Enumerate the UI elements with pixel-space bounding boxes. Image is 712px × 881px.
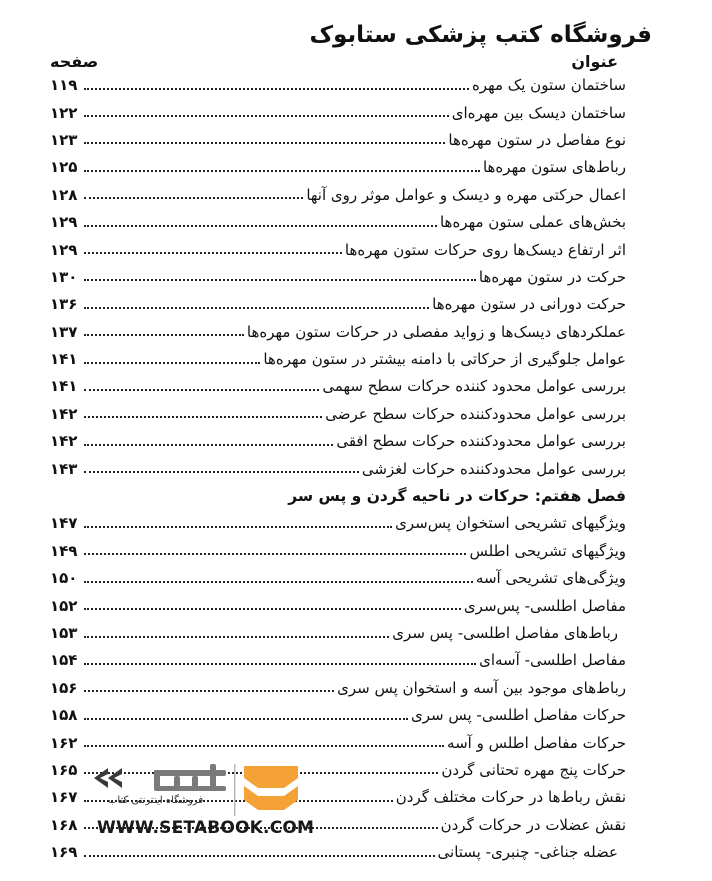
toc-row xyxy=(50,401,626,428)
toc-entry-page: ۱۳۷ xyxy=(50,322,78,341)
toc-row xyxy=(50,620,626,647)
toc-entry-page: ۱۴۲ xyxy=(50,404,78,423)
column-header-page: صفحه xyxy=(50,52,99,71)
toc-entry-page: ۱۶۷ xyxy=(50,788,78,807)
toc-row xyxy=(50,428,626,455)
dot-leader xyxy=(84,855,435,857)
toc-entry-page: ۱۵۲ xyxy=(50,596,78,615)
toc-row xyxy=(50,510,626,537)
toc-entry-title: حرکت دورانی در ستون مهره‌ها xyxy=(432,295,626,314)
toc-row xyxy=(50,346,626,373)
dot-leader xyxy=(84,416,322,418)
toc-row xyxy=(50,757,626,784)
toc-entry-title: بررسی عوامل محدودکننده حرکات لغزشی xyxy=(361,459,626,478)
page-title: فروشگاه کتب پزشکی ستابوک xyxy=(309,22,652,48)
toc-entry-page: ۱۵۴ xyxy=(50,651,78,670)
toc-entry-title: بررسی عوامل محدودکننده حرکات سطح عرضی xyxy=(325,404,626,423)
toc-entry-title: مفاصل اطلسی- پس‌سری xyxy=(463,596,626,615)
dot-leader xyxy=(84,608,461,610)
toc-entry-title: ساختمان دیسک بین مهره‌ای xyxy=(451,103,626,122)
dot-leader xyxy=(84,225,437,227)
toc-row xyxy=(50,729,626,756)
toc-row xyxy=(50,154,626,181)
dot-leader xyxy=(84,115,449,117)
toc-entry-title: اعمال حرکتی مهره و دیسک و عوامل موثر روی آنها xyxy=(306,185,626,204)
dot-leader xyxy=(84,636,389,638)
toc-entry-title: ویژگیهای تشریحی اطلس xyxy=(469,541,626,560)
toc-entry-title: فصل هفتم: حرکات در ناحیه گردن و پس سر xyxy=(288,486,626,505)
toc-row xyxy=(50,182,626,209)
toc-entry-title: رباط‌های مفاصل اطلسی- پس سری xyxy=(392,624,618,642)
toc-row xyxy=(50,127,626,154)
toc-entry-page: ۱۶۸ xyxy=(50,815,78,834)
toc-entry-page: ۱۳۰ xyxy=(50,267,78,286)
toc-entry-page: ۱۲۳ xyxy=(50,130,78,149)
dot-leader xyxy=(84,88,469,90)
toc-entry-page: ۱۴۳ xyxy=(50,459,78,478)
toc-entry-page: ۱۶۵ xyxy=(50,760,78,779)
toc-entry-page: ۱۲۹ xyxy=(50,240,78,259)
toc-row xyxy=(50,702,626,729)
dot-leader xyxy=(84,581,473,583)
toc-row xyxy=(50,264,626,291)
toc-entry-title: حرکت در ستون مهره‌ها xyxy=(478,267,626,286)
toc-row xyxy=(50,675,626,702)
toc-row xyxy=(50,236,626,263)
toc-row xyxy=(50,455,626,482)
toc-entry-title: ویژگی‌های تشریحی آسه xyxy=(475,569,626,588)
column-header-title: عنوان xyxy=(571,52,618,71)
toc-row xyxy=(50,99,626,126)
dot-leader xyxy=(84,745,444,747)
toc-entry-title: رباط‌های ستون مهره‌ها xyxy=(482,158,626,177)
dot-leader xyxy=(84,389,319,391)
toc-entry-page: ۱۴۷ xyxy=(50,514,78,533)
toc-entry-page: ۱۲۸ xyxy=(50,185,78,204)
watermark-url: WWW.SETABOOK.COM xyxy=(97,818,315,838)
toc-entry-page: ۱۶۲ xyxy=(50,733,78,752)
toc-entry-title: اثر ارتفاع دیسک‌ها روی حرکات ستون مهره‌ها xyxy=(344,240,626,259)
toc-entry-title: ویژگیهای تشریحی استخوان پس‌سری xyxy=(395,514,626,533)
toc-entry-title: حرکات پنج مهره تحتانی گردن xyxy=(441,760,626,779)
toc-entry-page: ۱۴۲ xyxy=(50,432,78,451)
toc-row xyxy=(50,373,626,400)
dot-leader xyxy=(84,307,429,309)
toc-entry-page: ۱۴۹ xyxy=(50,541,78,560)
toc-row xyxy=(50,319,626,346)
toc-row xyxy=(50,647,626,674)
toc-entry-title: عوامل جلوگیری از حرکاتی با دامنه بیشتر در ستون مهره‌ها xyxy=(263,350,626,369)
toc-entry-title: عملکردهای دیسک‌ها و زواید مفصلی در حرکات ستون مهره‌ها xyxy=(246,322,626,341)
toc-entry-title: مفاصل اطلسی- آسه‌ای xyxy=(479,651,626,670)
watermark-subtitle: فروشگاه اینترنتی کتاب xyxy=(108,795,204,806)
toc-entry-page: ۱۵۶ xyxy=(50,678,78,697)
toc-entry-title: رباط‌های موجود بین آسه و استخوان پس سری xyxy=(337,678,626,697)
toc-entry-title: بررسی عوامل محدودکننده حرکات سطح افقی xyxy=(336,432,626,451)
toc-row xyxy=(50,538,626,565)
dot-leader xyxy=(84,252,342,254)
toc-entry-page: ۱۳۶ xyxy=(50,295,78,314)
toc-entry-page: ۱۲۹ xyxy=(50,213,78,232)
toc-row xyxy=(50,209,626,236)
dot-leader xyxy=(84,170,480,172)
toc-entry-title: نقش عضلات در حرکات گردن xyxy=(440,815,626,834)
dot-leader xyxy=(84,142,445,144)
toc-entry-page: ۱۲۲ xyxy=(50,103,78,122)
toc-row xyxy=(50,291,626,318)
dot-leader xyxy=(84,362,260,364)
toc-entry-title: حرکات مفاصل اطلس و آسه xyxy=(447,733,626,752)
toc-entry-page: ۱۴۱ xyxy=(50,350,78,369)
toc-entry-page: ۱۱۹ xyxy=(50,76,78,95)
toc-row xyxy=(50,72,626,99)
toc-row xyxy=(50,839,626,866)
chapter-heading xyxy=(50,483,626,510)
toc-entry-page: ۱۵۰ xyxy=(50,569,78,588)
dot-leader xyxy=(84,197,303,199)
dot-leader xyxy=(84,718,408,720)
dot-leader xyxy=(84,553,466,555)
toc-entry-page: ۱۵۳ xyxy=(50,624,78,642)
toc-row xyxy=(50,592,626,619)
dot-leader xyxy=(84,444,333,446)
toc-entry-title: بررسی عوامل محدود کننده حرکات سطح سهمی xyxy=(322,377,626,396)
dot-leader xyxy=(84,663,476,665)
toc-entry-title: عضله جناغی- چنبری- پستانی xyxy=(437,843,618,862)
toc-entry-title: بخش‌های عملی ستون مهره‌ها xyxy=(439,213,626,232)
dot-leader xyxy=(84,690,334,692)
dot-leader xyxy=(84,772,438,774)
dot-leader xyxy=(84,526,392,528)
dot-leader xyxy=(84,334,244,336)
dot-leader xyxy=(84,471,359,473)
toc-entry-page: ۱۲۵ xyxy=(50,158,78,177)
toc-row xyxy=(50,565,626,592)
dot-leader xyxy=(84,279,476,281)
toc-entry-page: ۱۵۸ xyxy=(50,706,78,725)
toc-entry-title: نقش رباط‌ها در حرکات مختلف گردن xyxy=(395,788,626,807)
toc-entry-title: حرکات مفاصل اطلسی- پس سری xyxy=(411,706,626,725)
toc-entry-title: نوع مفاصل در ستون مهره‌ها xyxy=(448,130,626,149)
toc-entry-page: ۱۶۹ xyxy=(50,843,78,862)
table-of-contents xyxy=(50,72,626,866)
toc-entry-page: ۱۴۱ xyxy=(50,377,78,396)
toc-entry-title: ساختمان ستون یک مهره xyxy=(471,76,626,95)
